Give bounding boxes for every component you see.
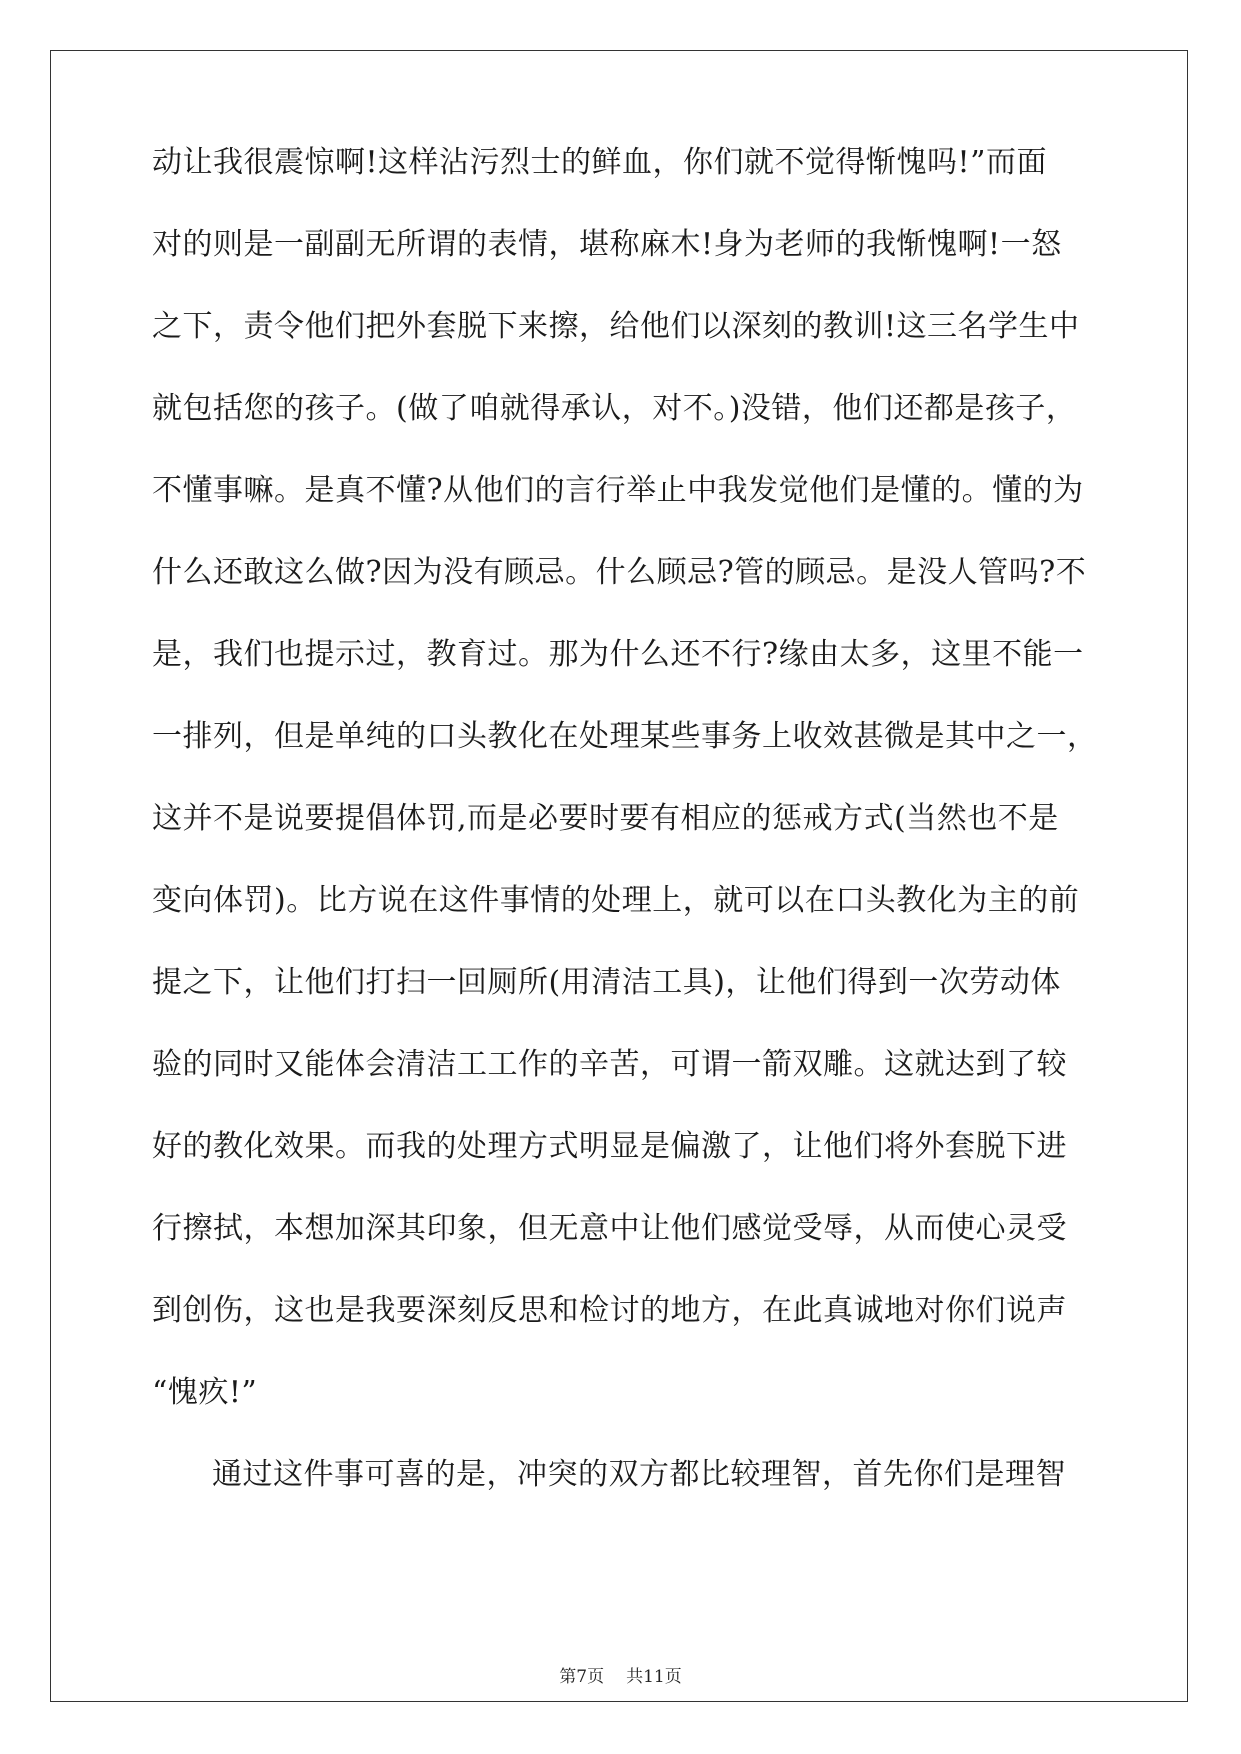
text-line: 就包括您的孩子。(做了咱就得承认，对不。)没错，他们还都是孩子， [152, 391, 1077, 426]
text-line: 变向体罚)。比方说在这件事情的处理上，就可以在口头教化为主的前 [152, 883, 1080, 918]
text-line: 什么还敢这么做?因为没有顾忌。什么顾忌?管的顾忌。是没人管吗?不 [152, 555, 1087, 590]
text-line: “愧疚!” [152, 1375, 258, 1410]
text-line: 验的同时又能体会清洁工工作的辛苦，可谓一箭双雕。这就达到了较 [152, 1047, 1067, 1082]
text-line: 行擦拭，本想加深其印象，但无意中让他们感觉受辱，从而使心灵受 [152, 1211, 1067, 1246]
text-line: 是，我们也提示过，教育过。那为什么还不行?缘由太多，这里不能一 [152, 637, 1084, 672]
text-line: 动让我很震惊啊!这样沾污烈士的鲜血，你们就不觉得惭愧吗!”而面 [152, 145, 1047, 180]
text-line: 不懂事嘛。是真不懂?从他们的言行举止中我发觉他们是懂的。懂的为 [152, 473, 1084, 508]
text-line: 好的教化效果。而我的处理方式明显是偏激了，让他们将外套脱下进 [152, 1129, 1067, 1164]
text-line: 到创伤，这也是我要深刻反思和检讨的地方，在此真诚地对你们说声 [152, 1293, 1067, 1328]
page-footer [0, 1662, 1241, 1687]
text-line: 一排列，但是单纯的口头教化在处理某些事务上收效甚微是其中之一， [152, 719, 1098, 754]
text-line: 这并不是说要提倡体罚,而是必要时要有相应的惩戒方式(当然也不是 [152, 801, 1059, 836]
page-number-current: 第7页 [559, 1667, 605, 1687]
paragraph-first-line: 通过这件事可喜的是，冲突的双方都比较理智，首先你们是理智 [212, 1457, 1066, 1492]
text-line: 对的则是一副副无所谓的表情，堪称麻木!身为老师的我惭愧啊!一怒 [152, 227, 1062, 262]
page-number-total: 共11页 [626, 1667, 682, 1687]
text-line: 之下，责令他们把外套脱下来擦，给他们以深刻的教训!这三名学生中 [152, 309, 1080, 344]
text-line: 提之下，让他们打扫一回厕所(用清洁工具)，让他们得到一次劳动体 [152, 965, 1061, 1000]
